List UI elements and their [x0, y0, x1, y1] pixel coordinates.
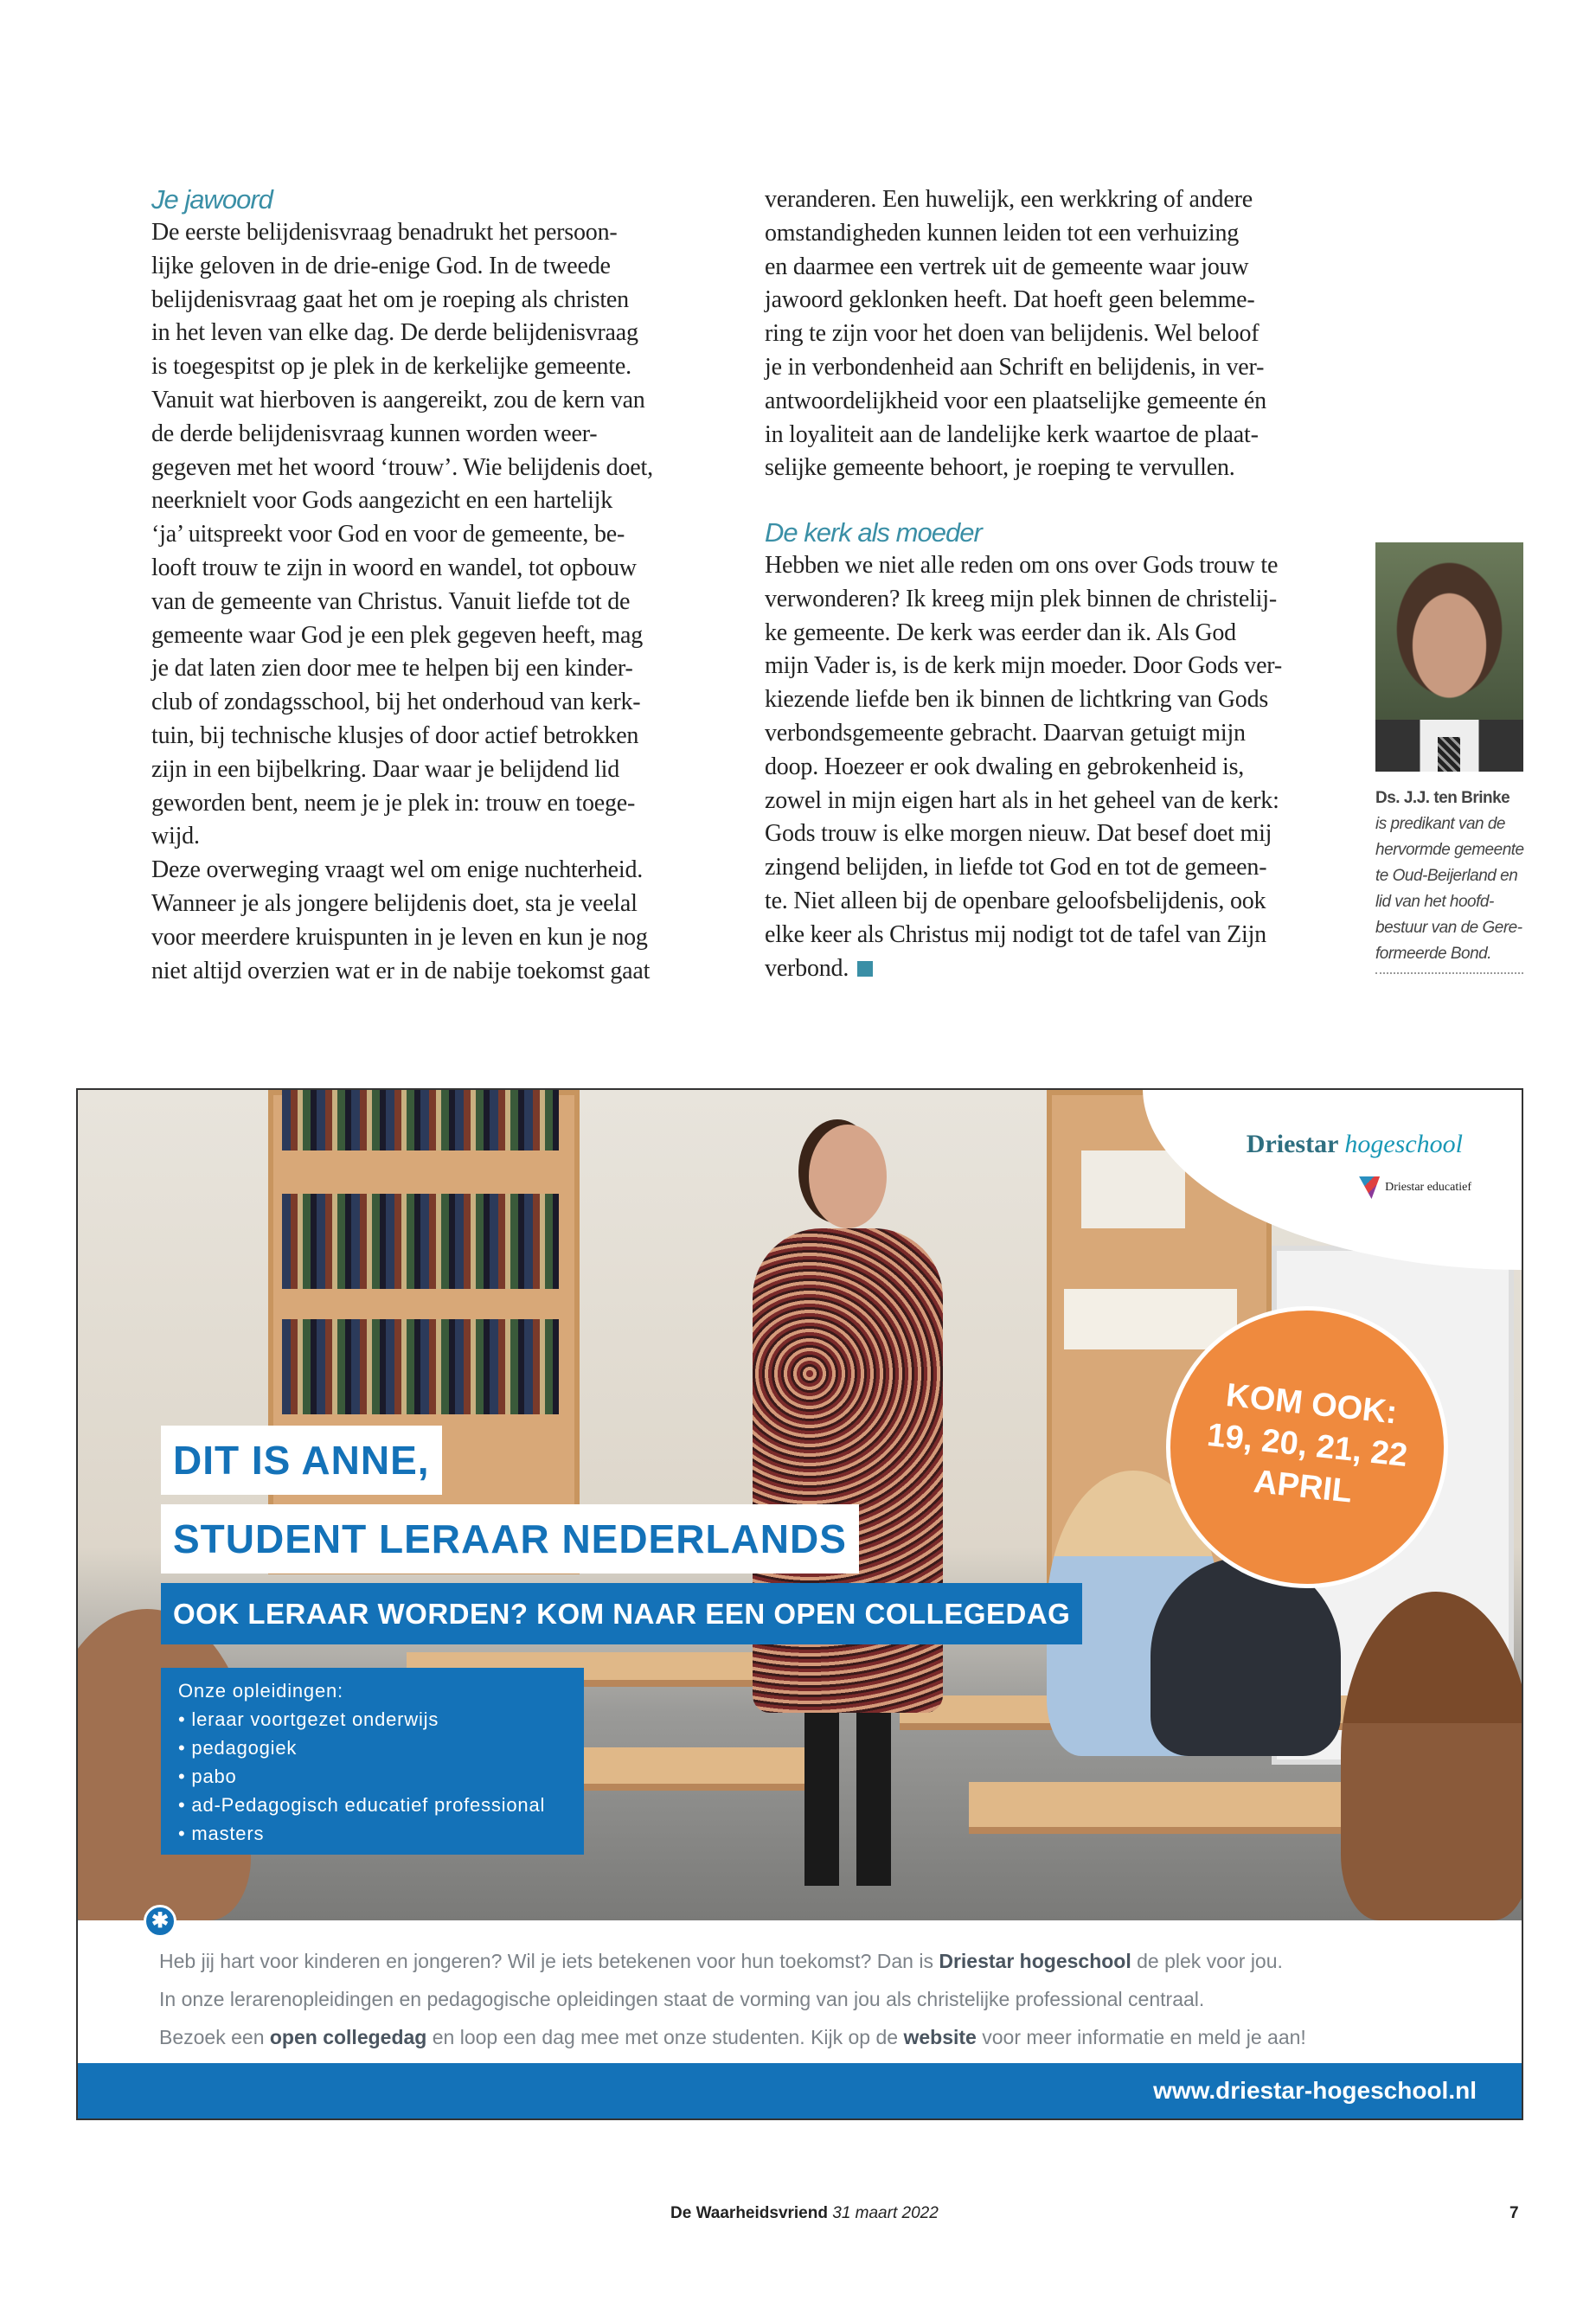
text-line: Vanuit wat hierboven is aangereikt, zou de kern van — [151, 386, 645, 413]
headline-dit-is-anne: DIT IS ANNE, — [161, 1426, 442, 1495]
text-line: • ad-Pedagogisch educatief professional — [178, 1791, 584, 1819]
text-line: selijke gemeente behoort, je roeping te vervullen. — [765, 454, 1235, 482]
end-square-icon — [857, 961, 873, 977]
text-line: Hebben we niet alle reden om ons over Gods trouw te — [765, 552, 1279, 579]
text-line: te. Niet alleen bij de openbare geloofsbelijdenis, ook — [765, 887, 1266, 914]
text-line: ‘ja’ uitspreekt voor God en voor de gemeente, be- — [151, 521, 625, 548]
text-line: hervormde gemeente — [1375, 841, 1524, 859]
text-line: club of zondagsschool, bij het onderhoud van kerk- — [151, 689, 641, 716]
text-line: niet altijd overzien wat er in de nabije toekomst gaat — [151, 957, 651, 984]
text-line: • pabo — [178, 1762, 584, 1791]
text-line: in het leven van elke dag. De derde belijdenisvraag — [151, 319, 638, 347]
text-line: KOM OOK: — [1224, 1377, 1400, 1432]
text-line: ke gemeente. De kerk was eerder dan ik. Als God — [765, 619, 1236, 646]
courses-title: Onze opleidingen: — [178, 1680, 343, 1702]
headline-cta: OOK LERAAR WORDEN? KOM NAAR EEN OPEN COLLEGEDAG — [161, 1583, 1082, 1644]
text-line: gegeven met het woord ‘trouw’. Wie belijdenis doet, — [151, 453, 653, 481]
author-photo — [1375, 542, 1523, 772]
advertisement — [76, 1088, 1523, 2120]
text-line: gemeente waar God je een plek gegeven heeft, mag — [151, 621, 644, 649]
text-line: zingend belijden, in liefde tot God en tot de gemeen- — [765, 854, 1267, 881]
text-line: omstandigheden kunnen leiden tot een verhuizing — [765, 219, 1240, 247]
text-line: • leraar voortgezet onderwijs — [178, 1705, 584, 1734]
text-line: en daarmee een vertrek uit de gemeente waar jouw — [765, 253, 1249, 280]
driestar-logo: Driestar hogeschool Driestar educatief — [1143, 1088, 1523, 1270]
headline-student: STUDENT LERAAR NEDERLANDS — [161, 1504, 859, 1574]
text-line: voor meerdere kruispunten in je leven en kun je nog — [151, 923, 648, 951]
article-column-2b — [765, 516, 1282, 985]
text-line: je dat laten zien door mee te helpen bij een kinder- — [151, 655, 633, 683]
text-line: is predikant van de — [1375, 815, 1505, 833]
text-line: • masters — [178, 1819, 584, 1848]
text-line: lid van het hoofd- — [1375, 893, 1494, 911]
text-line: APRIL — [1252, 1463, 1355, 1510]
author-bio-text — [1375, 811, 1524, 967]
text-line: kiezende liefde ben ik binnen de lichtkring van Gods — [765, 686, 1269, 714]
text-line: geworden bent, neem je je plek in: trouw en toege- — [151, 789, 636, 817]
text-line: antwoordelijkheid voor een plaatselijke gemeente én — [765, 387, 1266, 414]
last-line: verbond. — [765, 954, 849, 982]
heading-je-jawoord: Je jawoord — [151, 184, 272, 215]
text-line: jawoord geklonken heeft. Dat hoeft geen belemme- — [765, 286, 1255, 314]
driestar-logo-icon — [1359, 1176, 1380, 1199]
text-line: de derde belijdenisvraag kunnen worden weer- — [151, 420, 598, 447]
star-icon: ✱ — [144, 1905, 176, 1938]
text-line: lijke geloven in de drie-enige God. In de tweede — [151, 252, 611, 279]
text-line: looft trouw te zijn in woord en wandel, tot opbouw — [151, 554, 637, 581]
text-line: mijn Vader is, is de kerk mijn moeder. Door Gods ver- — [765, 652, 1282, 680]
text-line: neerknielt voor Gods aangezicht en een hartelijk — [151, 487, 613, 515]
divider — [1375, 972, 1523, 974]
author-bio — [1375, 785, 1524, 974]
text-line: zowel in mijn eigen hart als in het geheel van de kerk: — [765, 786, 1279, 814]
text-line: • pedagogiek — [178, 1734, 584, 1762]
text-line: te Oud-Beijerland en — [1375, 867, 1518, 885]
col1-text — [151, 216, 653, 988]
text-line: van de gemeente van Christus. Vanuit liefde tot de — [151, 587, 631, 615]
article-column-2 — [765, 183, 1266, 485]
col2b-text — [765, 549, 1282, 952]
ad-copy: Heb jij hart voor kinderen en jongeren? Wil je iets betekenen voor hun toekomst? Dan is Driestar hogeschool de plek voor jou. In onze lerarenopleidingen en pedagogische opleidingen staat de vorming van jou als christelijke professional centraal. Bezoek een open collegedag en loop een dag mee met onze studenten. Kijk op de website voor meer informatie en meld je aan! — [159, 1950, 1306, 2048]
text-line: wijd. — [151, 823, 200, 850]
website-link[interactable]: www.driestar-hogeschool.nl — [78, 2063, 1522, 2118]
col2a-text — [765, 183, 1266, 485]
text-line: Wanneer je als jongere belijdenis doet, sta je veelal — [151, 889, 638, 917]
text-line: doop. Hoezeer er ook dwaling en gebrokenheid is, — [765, 753, 1245, 780]
text-line: tuin, bij technische klusjes of door actief betrokken — [151, 721, 639, 749]
text-line: bestuur van de Gere- — [1375, 919, 1522, 937]
text-line: verbondsgemeente gebracht. Daarvan getuigt mijn — [765, 719, 1246, 747]
text-line: zijn in een bijbelkring. Daar waar je belijdend lid — [151, 755, 620, 783]
courses-box — [161, 1668, 584, 1855]
heading-de-kerk-als-moeder: De kerk als moeder — [765, 517, 982, 548]
text-line: Gods trouw is elke morgen nieuw. Dat besef doet mij — [765, 820, 1272, 848]
text-line: 19, 20, 21, 22 — [1205, 1416, 1409, 1475]
text-line: je in verbondenheid aan Schrift en belijdenis, in ver- — [765, 353, 1265, 381]
text-line: ring te zijn voor het doen van belijdenis. Wel beloof — [765, 320, 1259, 348]
text-line: formeerde Bond. — [1375, 945, 1492, 963]
page-number: 7 — [1509, 2204, 1519, 2222]
author-name: Ds. J.J. ten Brinke — [1375, 789, 1510, 807]
text-line: De eerste belijdenisvraag benadrukt het persoon- — [151, 219, 618, 246]
text-line: verwonderen? Ik kreeg mijn plek binnen de christelij- — [765, 585, 1277, 612]
text-line: is toegespitst op je plek in de kerkelijke gemeente. — [151, 353, 631, 381]
text-line: in loyaliteit aan de landelijke kerk waartoe de plaat- — [765, 420, 1259, 448]
text-line: veranderen. Een huwelijk, een werkkring of andere — [765, 186, 1253, 213]
text-line: belijdenisvraag gaat het om je roeping als christen — [151, 285, 629, 313]
article-column-1 — [151, 183, 653, 988]
text-line: Deze overweging vraagt wel om enige nuchterheid. — [151, 856, 644, 884]
text-line: elke keer als Christus mij nodigt tot de tafel van Zijn — [765, 920, 1266, 948]
